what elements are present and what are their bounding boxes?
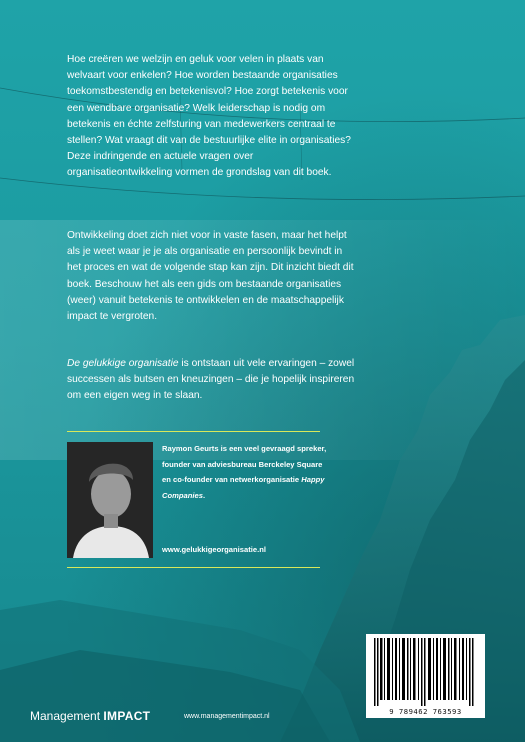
intro-paragraph-1	[67, 52, 357, 182]
author-bio	[162, 441, 327, 503]
publisher-logo-light: Management	[30, 709, 104, 723]
barcode-bars	[366, 634, 485, 708]
book-title-italic: De gelukkige organisatie	[67, 358, 179, 369]
intro-paragraph-1-text: Hoe creëren we welzijn en geluk voor velen in plaats van welvaart voor enkelen? Hoe worden bestaande organisaties toekomstbestendig en betekenisvol? Hoe zorgt betekenis voor een wendbare organisatie? Welk leiderschap is nodig om betekenis en échte zelfsturing van medewerkers centraal te stellen? Wat vraagt dit van de bestuurlijke elite in organisaties? Deze indringende en actuele vragen over organisatieontwikkeling vormen de grondslag van dit boek.	[67, 54, 351, 179]
intro-paragraph-2-text: Ontwikkeling doet zich niet voor in vaste fasen, maar het helpt als je weet waar je je als organisatie en persoonlijk bevindt in het proces en wat de volgende stap kan zijn. Dit inzicht biedt dit boek. Beschouw het als een gids om bestaande organisaties (weer) vanuit betekenis te ontwikkelen en de maatschappelijk impact te vergroten.	[67, 230, 354, 323]
author-bio-end: .	[202, 490, 206, 500]
intro-paragraph-3-rest: is ontstaan uit vele ervaringen – zowel successen als butsen en kneuzingen – die je hopelijk inspireren om een eigen weg in te slaan.	[67, 358, 355, 402]
isbn-barcode	[366, 634, 485, 718]
intro-paragraph-2	[67, 228, 357, 325]
publisher-logo-bold: IMPACT	[103, 709, 151, 723]
intro-paragraph-3	[67, 356, 357, 405]
author-website-link[interactable]: www.gelukkigeorganisatie.nl	[162, 545, 266, 554]
publisher-website-link[interactable]: www.managementimpact.nl	[184, 713, 270, 720]
publisher-logo	[30, 709, 150, 723]
divider-top	[67, 431, 320, 432]
author-bio-company: Happy Companies	[162, 475, 325, 500]
divider-bottom	[67, 567, 320, 568]
intro-paragraph-3-text	[67, 356, 357, 405]
author-bio-text: Raymon Geurts is een veel gevraagd spreker, founder van adviesbureau Berckeley Square en co-founder van netwerkorganisatie	[162, 444, 327, 484]
author-photo	[67, 442, 153, 558]
isbn-number: 9 789462 763593	[389, 707, 462, 716]
